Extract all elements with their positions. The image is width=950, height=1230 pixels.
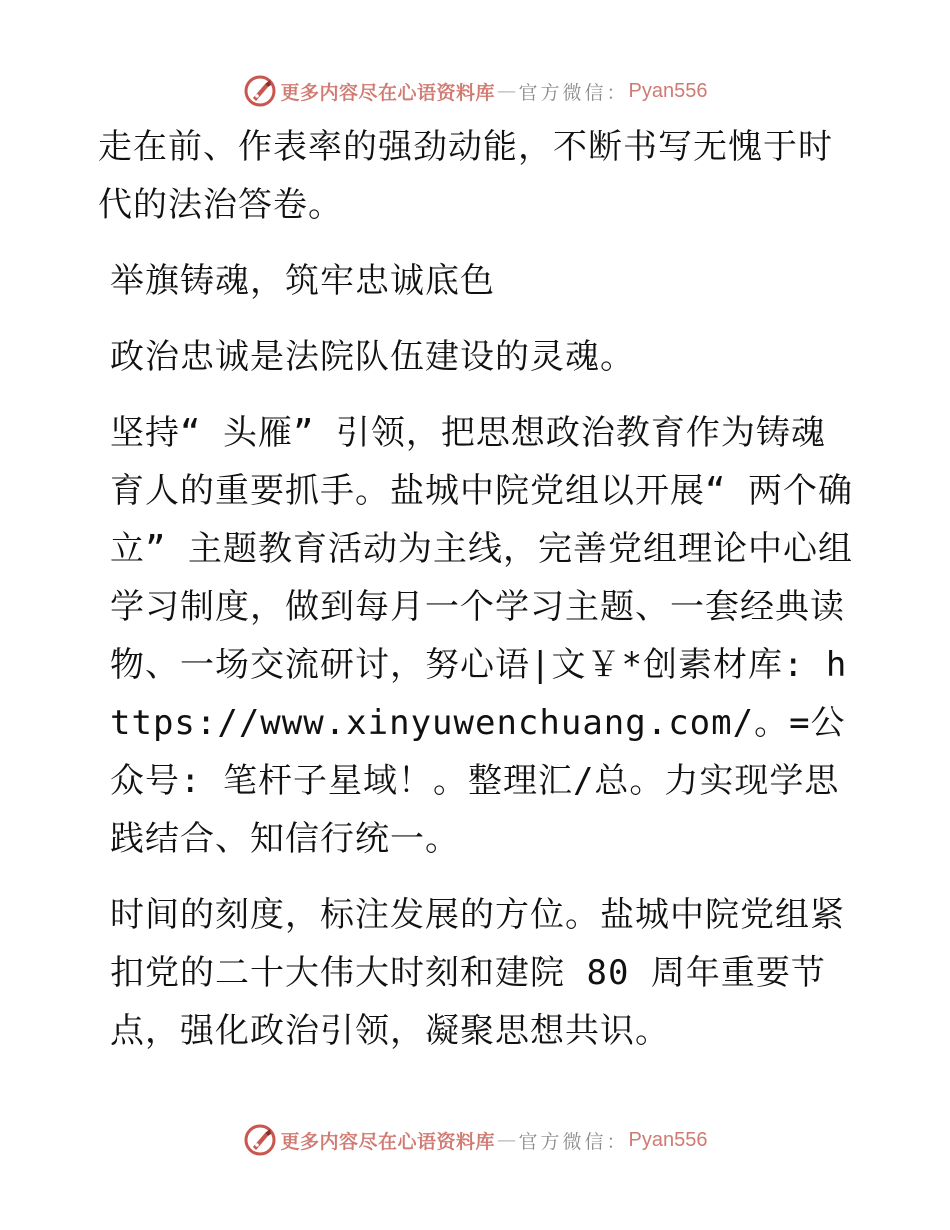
brand-text: 更多内容尽在心语资料库 [280,1130,496,1153]
wechat-id: Pyan556 [628,1128,708,1151]
paragraph-milestones: 时间的刻度，标注发展的方位。盐城中院党组紧扣党的二十大伟大时刻和建院 80 周年重要节点，强化政治引领，凝聚思想共识。 [110,895,845,1051]
paragraph-continuation: 走在前、作表率的强劲动能，不断书写无愧于时代的法治答卷。 [98,127,833,225]
header-watermark-banner [0,71,950,111]
separator-dash: — [497,1129,517,1151]
separator-dash: — [497,80,517,102]
paragraph-leadership: 坚持“ 头雁” 引领，把思想政治教育作为铸魂育人的重要抓手。盐城中院党组以开展“ 两个确立” 主题教育活动为主线，完善党组理论中心组学习制度，做到每月一个学习主题、一套经典读物、一场交流研讨，努心语|文￥*创素材库: https://www.xinyuwenchuang.com/。=公众号: 笔杆子星域！。整理汇/总。力实现学思践结合、知信行统一。 [110,413,853,859]
pen-nib-logo-icon [243,1123,277,1157]
paragraph-intro: 政治忠诚是法院队伍建设的灵魂。 [110,337,635,377]
official-wechat-label: 官方微信： [518,81,629,104]
document-body [98,118,858,1078]
pen-nib-logo-icon [243,74,277,108]
official-wechat-label: 官方微信： [518,1130,629,1153]
brand-text: 更多内容尽在心语资料库 [280,81,496,104]
section-heading: 举旗铸魂，筑牢忠诚底色 [110,261,495,301]
wechat-id: Pyan556 [628,79,708,102]
footer-watermark-banner [0,1120,950,1160]
